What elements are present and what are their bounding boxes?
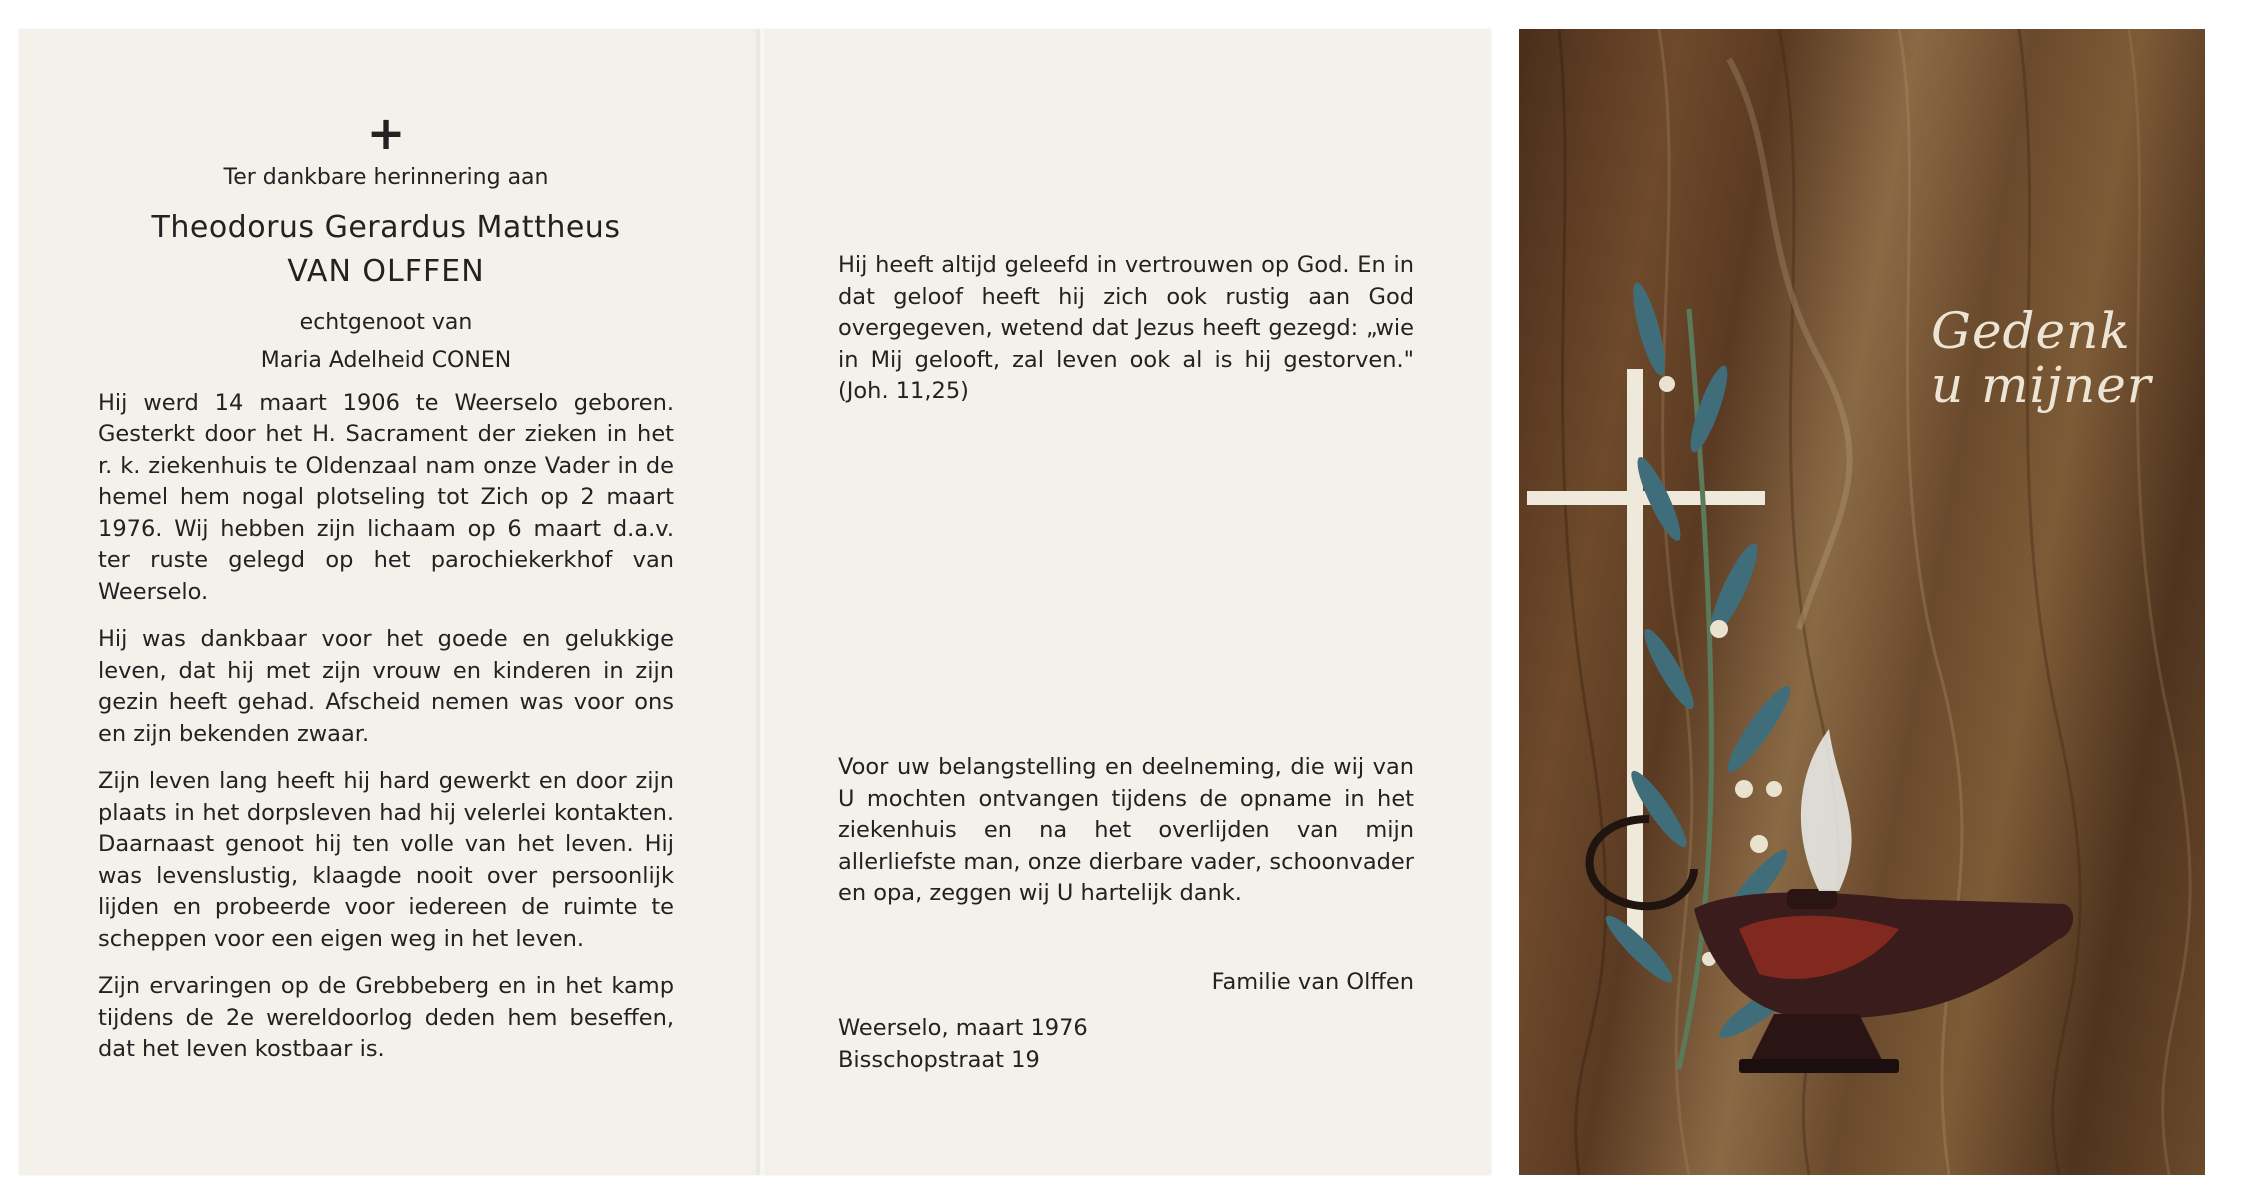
flame — [1801, 729, 1852, 891]
cross-icon: + — [366, 106, 406, 160]
place-date: Weerselo, maart 1976 — [838, 1015, 1088, 1041]
paragraph-war: Zijn ervaringen op de Grebbeberg en in het kamp tijdens de 2e wereldoorlog deden hem beseffen, dat het leven kostbaar is. — [98, 973, 674, 1062]
card-fold — [754, 29, 766, 1175]
paragraph-family: Hij was dankbaar voor het goede en gelukkige leven, dat hij met zijn vrouw en kinderen in zijn gezin heeft gehad. Afscheid nemen was voor ons en zijn bekenden zwaar. — [98, 626, 674, 747]
cover-title — [1931, 304, 2152, 412]
paragraph-life: Zijn leven lang heeft hij hard gewerkt en door zijn plaats in het dorpsleven had hij velerlei kontakten. Daarnaast genoot hij ten volle van het leven. Hij was levenslustig, klaagde nooit over persoonlijk lijden en probeerde voor iedereen de ruimte te scheppen voor een eigen weg in het leven. — [98, 768, 674, 952]
cover-illustration — [1519, 29, 2205, 1175]
deceased-name-line1: Theodorus Gerardus Mattheus — [151, 209, 621, 245]
spouse-name: Maria Adelheid CONEN — [260, 347, 512, 373]
left-panel — [98, 106, 674, 1082]
cover-title-line2: u mijner — [1931, 356, 2152, 414]
deceased-surname: VAN OLFFEN — [287, 253, 485, 289]
paragraph-birth-death: Hij werd 14 maart 1906 te Weerselo geboren. Gesterkt door het H. Sacrament der zieken in het r. k. ziekenhuis te Oldenzaal nam onze Vader in de hemel hem nogal plotseling tot Zich op 2 maart 1976. Wij hebben zijn lichaam op 6 maart d.a.v. ter ruste gelegd op het parochiekerkhof van Weerselo. — [98, 389, 674, 605]
cover-panel — [1519, 29, 2205, 1175]
quote-paragraph: Hij heeft altijd geleefd in vertrouwen op God. En in dat geloof heeft hij zich ook rustig aan God overgegeven, wetend dat Jezus heeft gezegd: „wie in Mij gelooft, zal leven ook al is hij gestorven." (Joh. 11,25) — [838, 252, 1414, 404]
place-and-address — [838, 1013, 1414, 1076]
family-signature: Familie van Olffen — [1211, 969, 1414, 995]
cover-title-line1: Gedenk — [1931, 302, 2131, 360]
dedication: Ter dankbare herinnering aan — [223, 165, 549, 190]
thanks-text — [838, 752, 1414, 926]
address: Bisschopstraat 19 — [838, 1046, 1040, 1073]
spouse-label: echtgenoot van — [299, 309, 473, 335]
quote-text — [838, 250, 1414, 424]
thanks-paragraph: Voor uw belangstelling en deelneming, die wij van U mochten ontvangen tijdens de opname in het ziekenhuis en na het overlijden van mijn allerliefste man, onze dierbare vader, schoonvader en opa, zeggen wij U hartelijk dank. — [838, 754, 1414, 906]
